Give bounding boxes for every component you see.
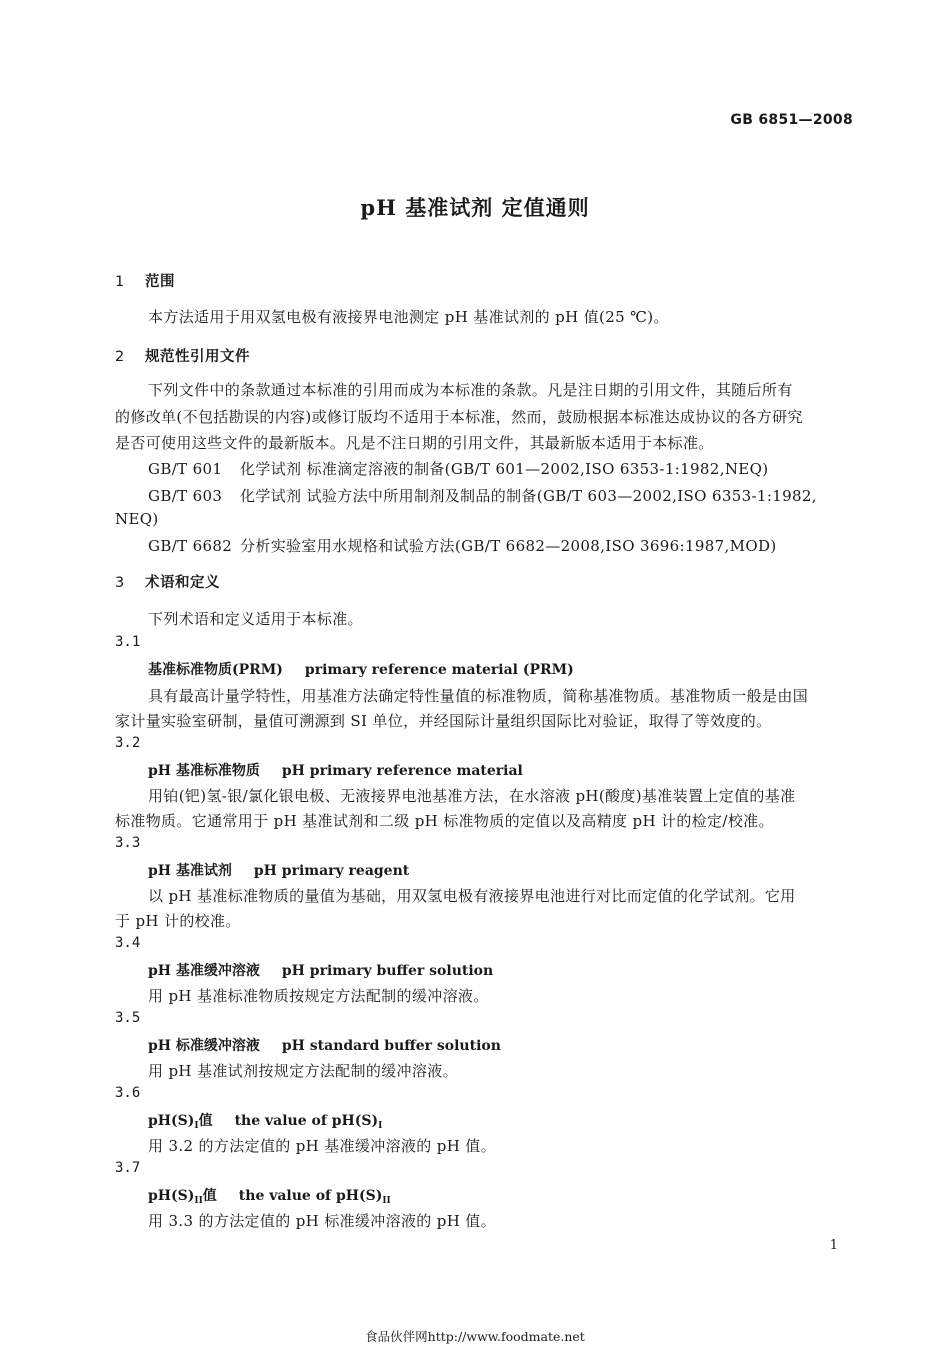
reference-text: 化学试剂 试验方法中所用制剂及制品的制备(GB/T 603—2002,ISO 6353-1:1982, bbox=[240, 487, 817, 505]
term-definition: 用 3.3 的方法定值的 pH 标准缓冲溶液的 pH 值。 bbox=[148, 1212, 496, 1230]
reference-continuation: NEQ) bbox=[115, 510, 159, 528]
term-zh: pH(S) bbox=[148, 1188, 195, 1204]
term-zh: pH 标准缓冲溶液 bbox=[148, 1038, 260, 1054]
term-zh: pH 基准试剂 bbox=[148, 863, 232, 879]
term-number: 3.6 bbox=[115, 1085, 141, 1101]
term-definition: 具有最高计量学特性，用基准方法确定特性量值的标准物质，简称基准物质。基准物质一般是由国 bbox=[148, 687, 809, 705]
term-en: the value of pH(S) bbox=[238, 1188, 383, 1204]
section-1-heading bbox=[115, 270, 175, 291]
term-definition: 于 pH 计的校准。 bbox=[115, 912, 241, 930]
standard-number: GB 6851—2008 bbox=[730, 112, 853, 128]
term-en: primary reference material (PRM) bbox=[304, 662, 574, 678]
section-title: 范围 bbox=[145, 274, 175, 290]
footer-watermark: 食品伙伴网http://www.foodmate.net bbox=[365, 1329, 585, 1344]
term-definition: 家计量实验室研制，量值可溯源到 SI 单位，并经国际计量组织国际比对验证，取得了等效度的。 bbox=[115, 712, 772, 730]
section-title: 规范性引用文件 bbox=[145, 349, 250, 365]
term-number: 3.5 bbox=[115, 1010, 141, 1026]
reference-code: GB/T 603 bbox=[148, 487, 223, 505]
term-number: 3.3 bbox=[115, 835, 141, 851]
term-zh: pH(S) bbox=[148, 1113, 195, 1129]
term-zh-tail: 值 bbox=[202, 1188, 217, 1204]
section-number: 3 bbox=[115, 575, 125, 591]
subscript: II bbox=[382, 1196, 391, 1206]
section-number: 2 bbox=[115, 349, 125, 365]
term-en: pH standard buffer solution bbox=[281, 1038, 501, 1054]
reference-item bbox=[148, 535, 777, 556]
term-title bbox=[148, 860, 409, 880]
reference-code: GB/T 6682 bbox=[148, 537, 233, 555]
term-definition: 标准物质。它通常用于 pH 基准试剂和二级 pH 标准物质的定值以及高精度 pH 计的检定/校准。 bbox=[115, 812, 774, 830]
term-definition: 用 pH 基准试剂按规定方法配制的缓冲溶液。 bbox=[148, 1062, 458, 1080]
subscript: I bbox=[194, 1121, 199, 1131]
term-number: 3.2 bbox=[115, 735, 141, 751]
term-definition: 用铂(钯)氢-银/氯化银电极、无液接界电池基准方法，在水溶液 pH(酸度)基准装置上定值的基准 bbox=[148, 787, 796, 805]
term-definition: 以 pH 基准标准物质的量值为基础，用双氢电极有液接界电池进行对比而定值的化学试剂。它用 bbox=[148, 887, 796, 905]
section-title: 术语和定义 bbox=[145, 575, 220, 591]
subscript: II bbox=[194, 1196, 203, 1206]
section-2-heading bbox=[115, 345, 250, 366]
section-3-heading bbox=[115, 571, 220, 592]
term-number: 3.1 bbox=[115, 634, 141, 650]
term-en: pH primary reagent bbox=[253, 863, 410, 879]
term-number: 3.7 bbox=[115, 1160, 141, 1176]
term-definition: 用 pH 基准标准物质按规定方法配制的缓冲溶液。 bbox=[148, 987, 489, 1005]
term-title bbox=[148, 1185, 391, 1206]
term-zh-tail: 值 bbox=[198, 1113, 213, 1129]
term-title bbox=[148, 1110, 382, 1131]
page-number: 1 bbox=[829, 1238, 838, 1253]
section-3-intro: 下列术语和定义适用于本标准。 bbox=[148, 610, 363, 628]
term-zh: pH 基准标准物质 bbox=[148, 763, 260, 779]
reference-item bbox=[148, 485, 817, 506]
term-number: 3.4 bbox=[115, 935, 141, 951]
term-zh: 基准标准物质(PRM) bbox=[148, 662, 283, 678]
paragraph-line: 是否可使用这些文件的最新版本。凡是不注日期的引用文件，其最新版本适用于本标准。 bbox=[115, 434, 714, 452]
term-en: the value of pH(S) bbox=[234, 1113, 379, 1129]
reference-text: 分析实验室用水规格和试验方法(GB/T 6682—2008,ISO 3696:1987,MOD) bbox=[240, 537, 777, 555]
term-en: pH primary reference material bbox=[281, 763, 523, 779]
term-title bbox=[148, 760, 523, 780]
term-en: pH primary buffer solution bbox=[281, 963, 494, 979]
term-title bbox=[148, 659, 574, 679]
subscript: I bbox=[378, 1121, 383, 1131]
term-title bbox=[148, 960, 493, 980]
reference-item bbox=[148, 458, 768, 479]
term-definition: 用 3.2 的方法定值的 pH 基准缓冲溶液的 pH 值。 bbox=[148, 1137, 496, 1155]
term-title bbox=[148, 1035, 501, 1055]
section-number: 1 bbox=[115, 274, 125, 290]
paragraph-line: 的修改单(不包括勘误的内容)或修订版均不适用于本标准，然而，鼓励根据本标准达成协议的各方研究 bbox=[115, 408, 803, 426]
term-zh: pH 基准缓冲溶液 bbox=[148, 963, 260, 979]
reference-code: GB/T 601 bbox=[148, 460, 223, 478]
reference-text: 化学试剂 标准滴定溶液的制备(GB/T 601—2002,ISO 6353-1:1982,NEQ) bbox=[240, 460, 769, 478]
section-1-body: 本方法适用于用双氢电极有液接界电池测定 pH 基准试剂的 pH 值(25 ℃)。 bbox=[148, 308, 669, 326]
page-title: pH 基准试剂 定值通则 bbox=[360, 195, 590, 220]
paragraph-line: 下列文件中的条款通过本标准的引用而成为本标准的条款。凡是注日期的引用文件，其随后所有 bbox=[148, 381, 793, 399]
